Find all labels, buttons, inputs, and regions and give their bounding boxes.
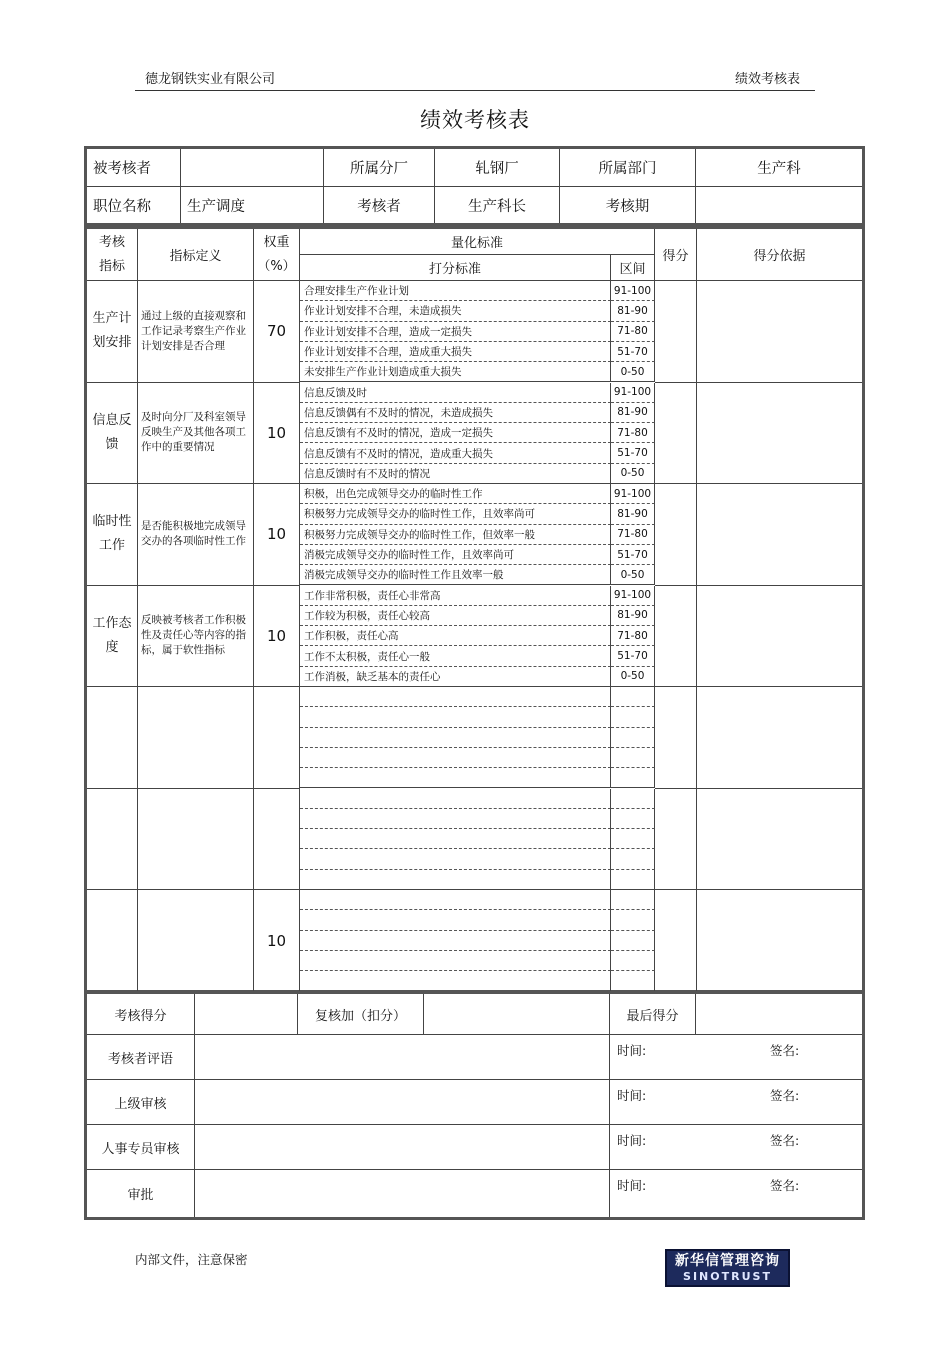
criteria-range: 91-100 (611, 586, 655, 606)
indicator-definition: 是否能积极地完成领导交办的各项临时性工作 (138, 484, 254, 586)
criteria-range: 71-80 (611, 525, 655, 545)
criteria-text (300, 971, 611, 991)
criteria-text: 积极努力完成领导交办的临时性工作，且效率尚可 (300, 504, 611, 524)
col-score: 得分 (655, 229, 697, 281)
col-basis: 得分依据 (697, 229, 862, 281)
indicator-score-basis[interactable] (697, 281, 862, 383)
sign-label: 签名: (770, 1133, 800, 1148)
criteria-text: 工作消极，缺乏基本的责任心 (300, 667, 611, 687)
approval-label-superior: 上级审核 (87, 1080, 195, 1125)
approval-sign-final[interactable] (610, 1170, 862, 1217)
criteria-text: 信息反馈有不及时的情况，造成一定损失 (300, 423, 611, 443)
indicator-definition (138, 687, 254, 789)
criteria-text (300, 768, 611, 788)
indicator-score-basis[interactable] (697, 789, 862, 891)
score-label: 考核得分 (87, 994, 195, 1035)
criteria-range (611, 971, 655, 991)
review-label: 复核加（扣分） (298, 994, 424, 1035)
criteria-text: 信息反馈时有不及时的情况 (300, 464, 611, 484)
indicator-weight (254, 687, 300, 789)
indicator-name (87, 383, 138, 485)
criteria-range (611, 951, 655, 971)
indicator-definition: 反映被考核者工作积极性及责任心等内容的指标，属于软性指标 (138, 586, 254, 688)
dept-value[interactable]: 生产科 (696, 149, 862, 187)
indicator-name (87, 789, 138, 891)
criteria-range: 71-80 (611, 626, 655, 646)
criteria-text: 消极完成领导交办的临时性工作，且效率尚可 (300, 545, 611, 565)
criteria-text (300, 931, 611, 951)
indicator-weight: 10 (254, 586, 300, 688)
criteria-text: 信息反馈有不及时的情况，造成重大损失 (300, 443, 611, 463)
indicator-score[interactable] (655, 890, 697, 992)
position-value[interactable]: 生产调度 (181, 187, 324, 223)
sign-label: 签名: (770, 1043, 800, 1058)
criteria-text: 积极，出色完成领导交办的临时性工作 (300, 484, 611, 504)
indicator-score[interactable] (655, 281, 697, 383)
criteria-range: 71-80 (611, 423, 655, 443)
criteria-range (611, 687, 655, 707)
criteria-text (300, 809, 611, 829)
criteria-text: 消极完成领导交办的临时性工作且效率一般 (300, 565, 611, 585)
criteria-text: 工作较为积极，责任心较高 (300, 606, 611, 626)
indicator-score-basis[interactable] (697, 687, 862, 789)
criteria-range: 91-100 (611, 281, 655, 301)
criteria-range: 0-50 (611, 565, 655, 585)
indicator-name (87, 687, 138, 789)
approval-sign-superior[interactable] (610, 1080, 862, 1125)
col-definition: 指标定义 (138, 229, 254, 281)
indicator-name-line: 临时性 (92, 514, 132, 530)
indicator-definition: 及时向分厂及科室领导反映生产及其他各项工作中的重要情况 (138, 383, 254, 485)
indicator-definition (138, 890, 254, 992)
col-weight-line1: 权重 (263, 234, 290, 250)
approval-text-hr[interactable] (195, 1125, 610, 1170)
criteria-range (611, 910, 655, 930)
indicator-score-basis[interactable] (697, 586, 862, 688)
header-company: 德龙钢铁实业有限公司 (145, 72, 276, 87)
criteria-range (611, 809, 655, 829)
col-item (87, 229, 138, 281)
indicator-score[interactable] (655, 484, 697, 586)
sign-label: 签名: (770, 1178, 800, 1193)
approval-sign-hr[interactable] (610, 1125, 862, 1170)
time-label: 时间: (617, 1043, 647, 1058)
indicator-name-line: 工作态 (92, 615, 132, 631)
indicator-definition (138, 789, 254, 891)
indicator-weight: 10 (254, 890, 300, 992)
final-value[interactable] (696, 994, 862, 1035)
criteria-text (300, 829, 611, 849)
approval-sign-comment[interactable] (610, 1035, 862, 1080)
criteria-range: 71-80 (611, 322, 655, 342)
col-range: 区间 (611, 255, 655, 281)
approval-table (84, 991, 865, 1220)
criteria-text: 信息反馈偶有不及时的情况，未造成损失 (300, 403, 611, 423)
col-quant: 量化标准 (300, 229, 655, 255)
criteria-text: 合理安排生产作业计划 (300, 281, 611, 301)
indicator-name (87, 586, 138, 688)
indicator-name (87, 281, 138, 383)
final-label: 最后得分 (610, 994, 696, 1035)
indicator-name (87, 484, 138, 586)
criteria-range: 51-70 (611, 443, 655, 463)
approval-text-final[interactable] (195, 1170, 610, 1217)
dept-label: 所属部门 (560, 149, 696, 187)
criteria-text (300, 687, 611, 707)
indicator-name (87, 890, 138, 992)
criteria-range: 81-90 (611, 301, 655, 321)
indicator-name-line: 生产计 (92, 311, 132, 327)
col-weight-line2: （%） (257, 258, 296, 274)
period-value[interactable] (696, 187, 862, 223)
col-criteria: 打分标准 (300, 255, 611, 281)
criteria-text: 作业计划安排不合理，未造成损失 (300, 301, 611, 321)
criteria-range (611, 728, 655, 748)
time-label: 时间: (617, 1088, 647, 1103)
approval-text-superior[interactable] (195, 1080, 610, 1125)
criteria-text: 工作非常积极，责任心非常高 (300, 586, 611, 606)
criteria-text: 作业计划安排不合理，造成一定损失 (300, 322, 611, 342)
branch-value[interactable]: 轧钢厂 (435, 149, 560, 187)
indicator-name-line: 馈 (105, 436, 119, 452)
criteria-range (611, 789, 655, 809)
sinotrust-logo (665, 1249, 790, 1287)
criteria-range (611, 707, 655, 727)
criteria-range (611, 768, 655, 788)
indicator-score-basis[interactable] (697, 383, 862, 485)
page-title: 绩效考核表 (420, 108, 530, 132)
time-label: 时间: (617, 1133, 647, 1148)
criteria-range: 0-50 (611, 464, 655, 484)
criteria-range: 91-100 (611, 484, 655, 504)
period-label: 考核期 (560, 187, 696, 223)
criteria-range: 0-50 (611, 362, 655, 382)
criteria-text (300, 870, 611, 890)
branch-label: 所属分厂 (324, 149, 435, 187)
approval-text-comment[interactable] (195, 1035, 610, 1080)
examinee-value[interactable] (181, 149, 324, 187)
indicator-score[interactable] (655, 586, 697, 688)
criteria-text: 信息反馈及时 (300, 383, 611, 403)
score-value[interactable] (195, 994, 298, 1035)
review-value[interactable] (424, 994, 610, 1035)
criteria-range: 51-70 (611, 342, 655, 362)
logo-en-text: SINOTRUST (683, 1270, 772, 1283)
criteria-range (611, 849, 655, 869)
criteria-text: 工作不太积极，责任心一般 (300, 646, 611, 666)
criteria-range: 51-70 (611, 646, 655, 666)
criteria-range (611, 829, 655, 849)
criteria-range: 81-90 (611, 504, 655, 524)
approval-label-hr: 人事专员审核 (87, 1125, 195, 1170)
header-rule (135, 90, 815, 91)
criteria-text (300, 748, 611, 768)
indicator-weight: 70 (254, 281, 300, 383)
sign-label: 签名: (770, 1088, 800, 1103)
criteria-range: 81-90 (611, 606, 655, 626)
criteria-range: 91-100 (611, 383, 655, 403)
examinee-label: 被考核者 (87, 149, 181, 187)
criteria-range: 0-50 (611, 667, 655, 687)
criteria-text (300, 849, 611, 869)
criteria-text: 积极努力完成领导交办的临时性工作，但效率一般 (300, 525, 611, 545)
indicator-score-basis[interactable] (697, 890, 862, 992)
examiner-value[interactable]: 生产科长 (435, 187, 560, 223)
approval-label-comment: 考核者评语 (87, 1035, 195, 1080)
indicator-name-line: 度 (105, 639, 119, 655)
criteria-range: 81-90 (611, 403, 655, 423)
confidential-note: 内部文件，注意保密 (135, 1252, 248, 1267)
indicator-score-basis[interactable] (697, 484, 862, 586)
approval-label-final: 审批 (87, 1170, 195, 1217)
indicator-definition: 通过上级的直接观察和工作记录考察生产作业计划安排是否合理 (138, 281, 254, 383)
criteria-text: 工作积极，责任心高 (300, 626, 611, 646)
indicator-name-line: 划安排 (92, 335, 132, 351)
assessment-table (84, 226, 865, 993)
criteria-text (300, 951, 611, 971)
indicator-weight (254, 789, 300, 891)
criteria-text: 未安排生产作业计划造成重大损失 (300, 362, 611, 382)
criteria-text (300, 910, 611, 930)
time-label: 时间: (617, 1178, 647, 1193)
indicator-score[interactable] (655, 789, 697, 891)
criteria-text (300, 890, 611, 910)
info-table (84, 146, 865, 226)
criteria-range: 51-70 (611, 545, 655, 565)
criteria-range (611, 931, 655, 951)
indicator-weight: 10 (254, 484, 300, 586)
header-doc-name: 绩效考核表 (735, 72, 801, 87)
col-item-line2: 指标 (98, 258, 125, 274)
criteria-text (300, 728, 611, 748)
indicator-weight: 10 (254, 383, 300, 485)
indicator-name-line: 信息反 (92, 412, 132, 428)
indicator-name-line: 工作 (98, 538, 125, 554)
col-item-line1: 考核 (98, 234, 125, 250)
position-label: 职位名称 (87, 187, 181, 223)
col-weight (254, 229, 300, 281)
criteria-range (611, 748, 655, 768)
examiner-label: 考核者 (324, 187, 435, 223)
criteria-text (300, 707, 611, 727)
indicator-score[interactable] (655, 687, 697, 789)
criteria-range (611, 870, 655, 890)
criteria-text: 作业计划安排不合理，造成重大损失 (300, 342, 611, 362)
logo-cn-text: 新华信管理咨询 (675, 1253, 780, 1269)
criteria-text (300, 789, 611, 809)
indicator-score[interactable] (655, 383, 697, 485)
criteria-range (611, 890, 655, 910)
